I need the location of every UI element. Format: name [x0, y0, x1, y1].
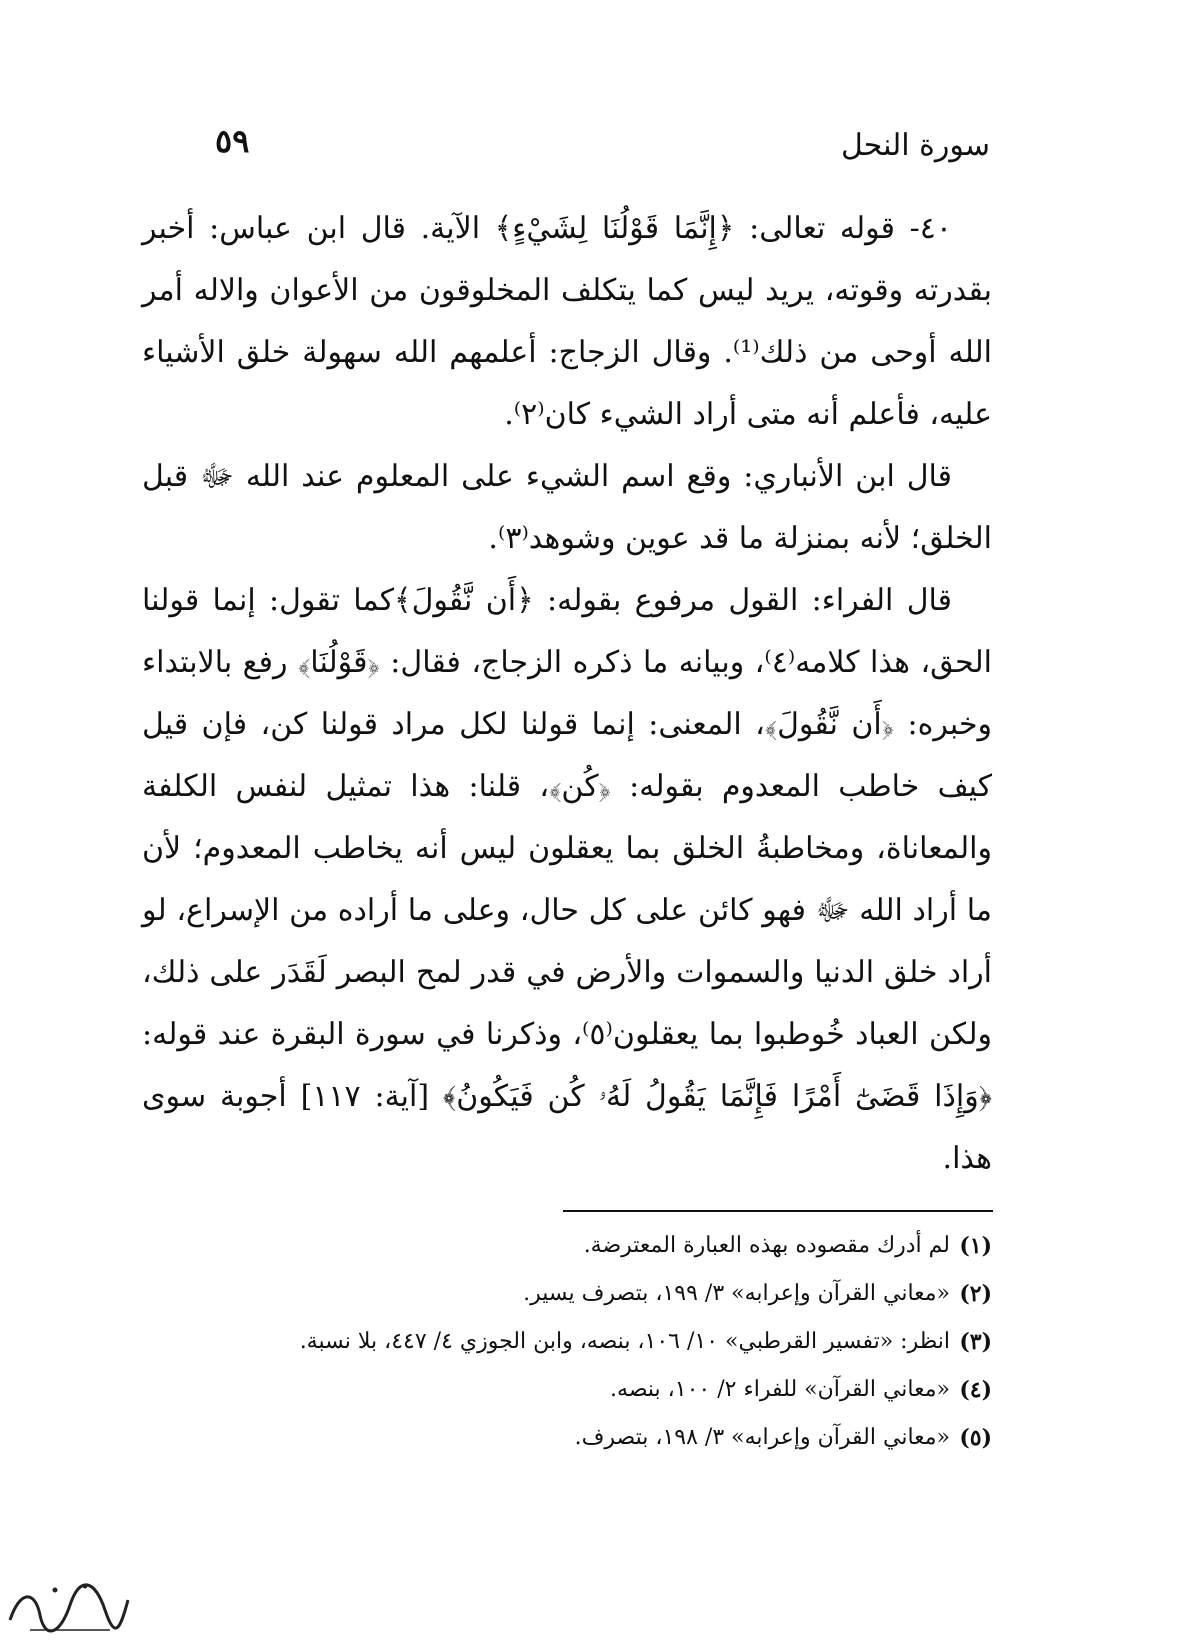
footnote-text: «معاني القرآن وإعرابه» ٣/ ١٩٨، بتصرف.	[574, 1425, 950, 1450]
footnotes	[142, 1222, 992, 1462]
footnote-divider	[563, 1210, 993, 1212]
footnote	[142, 1366, 992, 1414]
paragraph: قال ابن الأنباري: وقع اسم الشيء على المعلوم عند الله ﷻ قبل الخلق؛ لأنه بمنزلة ما قد عوين وشوهد⁽٣⁾.	[142, 459, 992, 556]
footnote-number: (٣)	[959, 1329, 992, 1355]
footnote	[142, 1222, 992, 1270]
footnote-text: لم أدرك مقصوده بهذه العبارة المعترضة.	[583, 1233, 950, 1258]
page-number: ٥٩	[215, 122, 250, 160]
footnote	[142, 1414, 992, 1462]
paragraph: ٤٠- قوله تعالى: ﴿إِنَّمَا قَوْلُنَا لِشَيْءٍ﴾ الآية. قال ابن عباس: أخبر بقدرته وقوته، يريد ليس كما يتكلف المخلوقون من الأعوان والاله أمر الله أوحى من ذلك⁽¹⁾. وقال الزجاج: أعلمهم الله سهولة خلق الأشياء عليه، فأعلم أنه متى أراد الشيء كان⁽٢⁾.	[142, 211, 992, 432]
footnote-text: «معاني القرآن وإعرابه» ٣/ ١٩٩، بتصرف يسير.	[523, 1281, 950, 1306]
surah-title: سورة النحل	[841, 128, 990, 163]
footnote-number: (٢)	[959, 1281, 992, 1307]
paragraph: قال الفراء: القول مرفوع بقوله: ﴿أَن نَّقُولَ﴾كما تقول: إنما قولنا الحق، هذا كلامه⁽٤⁾، وبيانه ما ذكره الزجاج، فقال: ﴿قَوْلُنَا﴾ رفع بالابتداء وخبره: ﴿أَن نَّقُولَ﴾، المعنى: إنما قولنا لكل مراد قولنا كن، فإن قيل كيف خاطب المعدوم بقوله: ﴿كُن﴾، قلنا: هذا تمثيل لنفس الكلفة والمعاناة، ومخاطبةُ الخلق بما يعقلون ليس أنه يخاطب المعدوم؛ لأن ما أراد الله ﷻ فهو كائن على كل حال، وعلى ما أراده من الإسراع، لو أراد خلق الدنيا والسموات والأرض في قدر لمح البصر لَقَدَر على ذلك، ولكن العباد خُوطبوا بما يعقلون⁽٥⁾، وذكرنا في سورة البقرة عند قوله: ﴿وَإِذَا قَضَىٰٓ أَمْرًا فَإِنَّمَا يَقُولُ لَهُۥ كُن فَيَكُونُ﴾ [آية: ١١٧] أجوبة سوى هذا.	[142, 583, 992, 1176]
footnote-number: (٥)	[959, 1425, 992, 1451]
footnote	[142, 1270, 992, 1318]
footnote	[142, 1318, 992, 1366]
publisher-logo	[0, 1560, 135, 1650]
footnote-number: (١)	[959, 1233, 992, 1259]
footnote-number: (٤)	[959, 1377, 992, 1403]
footnote-text: انظر: «تفسير القرطبي» ١٠/ ١٠٦، بنصه، وابن الجوزي ٤/ ٤٤٧، بلا نسبة.	[299, 1329, 950, 1354]
page-header	[215, 118, 990, 178]
main-text	[142, 198, 992, 1190]
footnote-text: «معاني القرآن» للفراء ٢/ ١٠٠، بنصه.	[610, 1377, 950, 1402]
